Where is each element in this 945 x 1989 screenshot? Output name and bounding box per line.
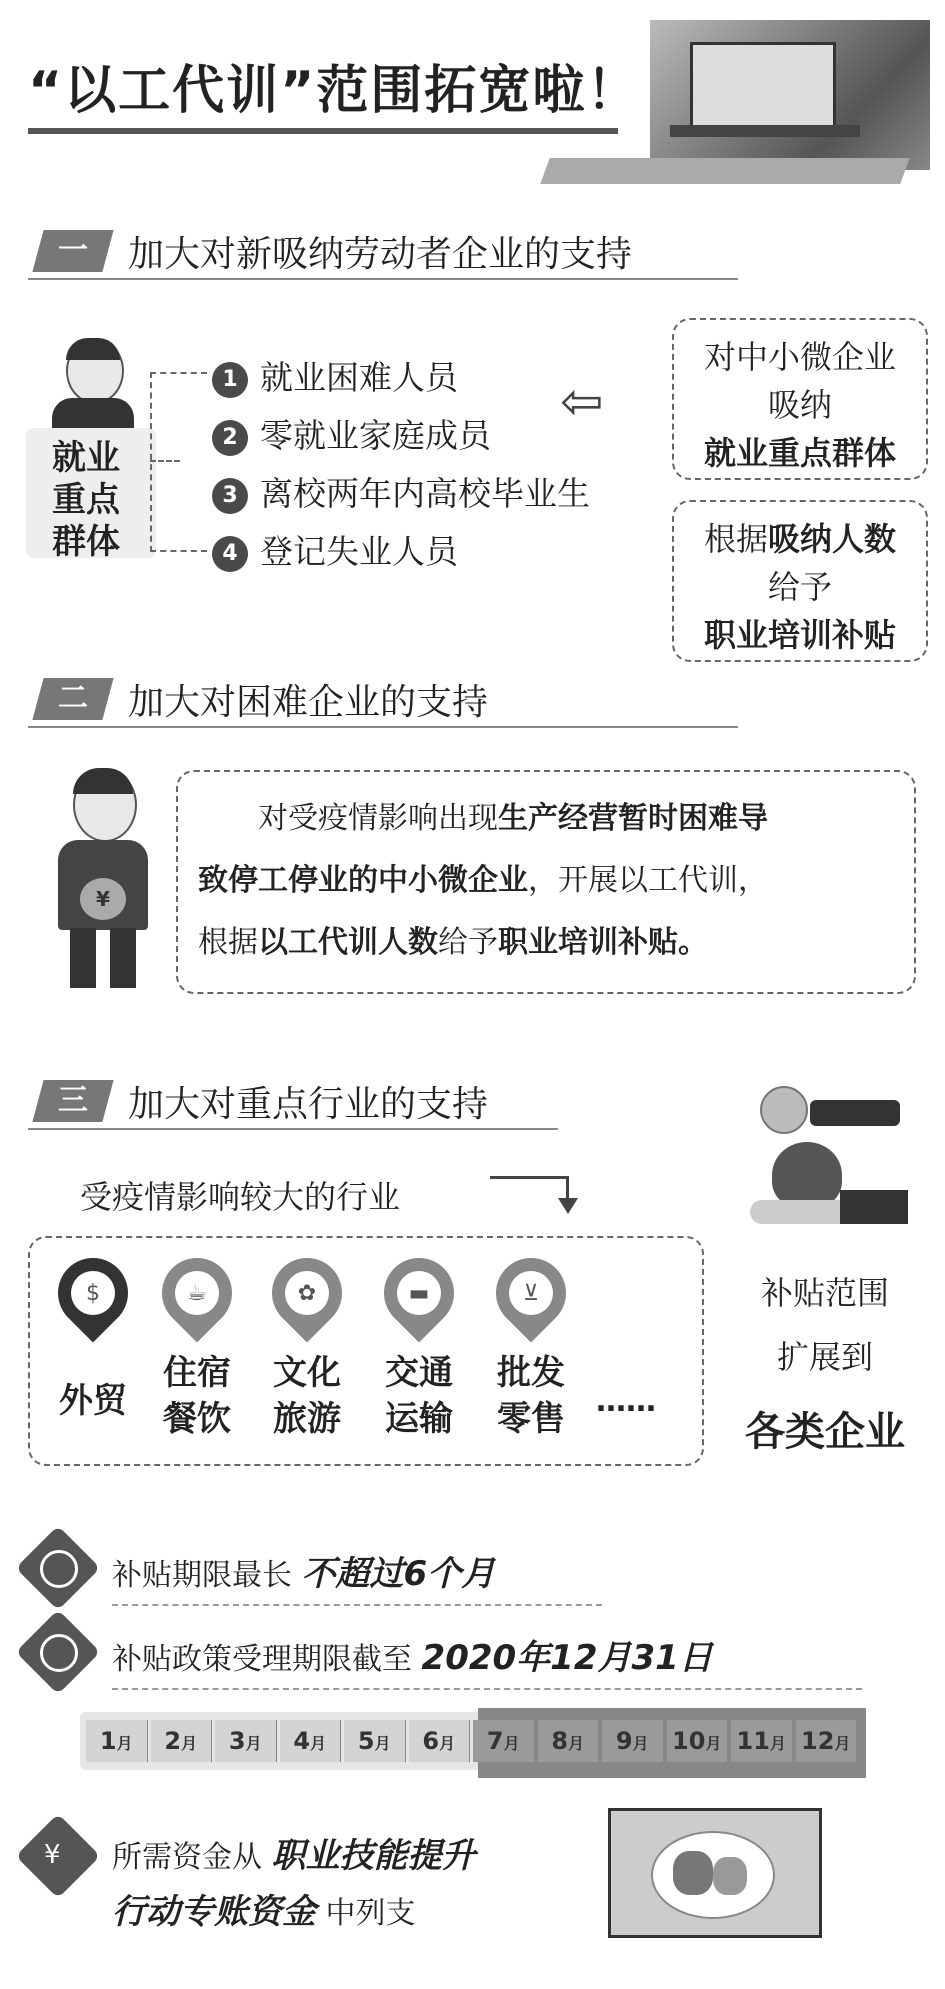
section-3-title: 加大对重点行业的支持 <box>128 1084 489 1125</box>
car-icon: ▬ <box>397 1271 441 1315</box>
scope-line3: 各类企业 <box>745 1409 905 1455</box>
section-2-header <box>28 668 748 728</box>
month-cell: 6月 <box>409 1720 471 1762</box>
month-cell: 11月 <box>731 1720 793 1762</box>
coffee-cup-icon: ☕ <box>175 1271 219 1315</box>
month-cell: 12月 <box>796 1720 858 1762</box>
industry-box <box>28 1236 704 1466</box>
group-item: 3 离校两年内高校毕业生 <box>212 468 590 515</box>
page-title: “以工代训”范围拓宽啦！ <box>28 61 641 121</box>
section-1-underline <box>28 278 738 280</box>
section-2-number: 二 <box>32 678 113 720</box>
section-3-header <box>28 1070 748 1130</box>
support-box-1-line3: 就业重点群体 <box>703 434 896 472</box>
period-divider-1 <box>112 1604 602 1606</box>
title-underline <box>28 128 618 134</box>
section-3-underline <box>28 1128 558 1130</box>
funding-line-2: 行动专账资金 中列支 <box>112 1892 416 1932</box>
group-item: 1 就业困难人员 <box>212 352 458 399</box>
month-cell: 10月 <box>667 1720 729 1762</box>
cart-icon: ⊻ <box>509 1271 553 1315</box>
scope-line1: 补贴范围 <box>760 1274 889 1312</box>
group-label-1: 就业 <box>52 438 120 478</box>
section-1-title: 加大对新吸纳劳动者企业的支持 <box>128 234 633 275</box>
support-box-1-line1: 对中小微企业 <box>703 338 896 376</box>
month-cell: 9月 <box>602 1720 664 1762</box>
money-bag-icon: ¥ <box>80 878 126 920</box>
coin-symbol: ¥ <box>44 1840 61 1870</box>
month-cell: 7月 <box>473 1720 535 1762</box>
section-3-number: 三 <box>32 1080 113 1122</box>
group-item: 4 登记失业人员 <box>212 526 458 573</box>
businessman-icon <box>48 768 158 993</box>
section-2-title: 加大对困难企业的支持 <box>128 682 489 723</box>
group-label-2: 重点 <box>52 480 120 520</box>
industry-label: 外贸 <box>59 1381 127 1421</box>
industry-label: 批发 零售 <box>497 1353 565 1439</box>
month-cell: 8月 <box>538 1720 600 1762</box>
month-cell: 4月 <box>280 1720 342 1762</box>
industry-label: 交通 运输 <box>385 1353 453 1439</box>
money-icon: $ <box>71 1271 115 1315</box>
month-cell: 2月 <box>151 1720 213 1762</box>
support-box-2-line2: 给予 <box>767 568 832 606</box>
period-divider-2 <box>112 1688 862 1690</box>
funding-line-1: 所需资金从 职业技能提升 <box>112 1836 476 1876</box>
flower-icon: ✿ <box>285 1271 329 1315</box>
support-box-2-line1: 根据吸纳人数 <box>703 520 897 558</box>
section-1-number: 一 <box>32 230 113 272</box>
bracket-connector <box>150 372 207 552</box>
worker-avatar-icon <box>38 338 148 438</box>
support-box-1-line2: 吸纳 <box>767 386 832 424</box>
laptop-photo <box>650 20 930 170</box>
left-arrow-icon: ⇦ <box>560 372 604 432</box>
month-cell: 3月 <box>215 1720 277 1762</box>
arrow-head <box>558 1198 578 1214</box>
industry-subtitle: 受疫情影响较大的行业 <box>80 1178 401 1216</box>
support-box-2-line3: 职业培训补贴 <box>703 616 896 654</box>
month-cell: 5月 <box>344 1720 406 1762</box>
difficult-enterprise-text: 对受疫情影响出现生产经营暂时困难导 致停工停业的中小微企业，开展以工代训， 根据以工代训人数给予职业培训补贴。 <box>198 801 768 960</box>
money-bags-image <box>608 1808 822 1938</box>
group-label-3: 群体 <box>52 522 120 562</box>
period-text-2: 补贴政策受理期限截至 2020年12月31日 <box>112 1638 713 1678</box>
section-2-underline <box>28 726 738 728</box>
section-1-header <box>28 220 748 280</box>
bracket-stem <box>150 460 180 462</box>
industry-label: 住宿 餐饮 <box>163 1353 231 1439</box>
industry-label: 文化 旅游 <box>273 1353 341 1439</box>
scope-line2: 扩展到 <box>776 1338 873 1376</box>
month-cell: 1月 <box>86 1720 148 1762</box>
period-text-1: 补贴期限最长 不超过6个月 <box>112 1554 496 1594</box>
clock-face <box>40 1550 78 1588</box>
photo-band <box>540 158 909 184</box>
group-item: 2 零就业家庭成员 <box>212 410 491 457</box>
industry-ellipsis: …… <box>596 1384 656 1419</box>
subsidy-hand-icon <box>740 1080 910 1240</box>
alarm-face <box>40 1634 78 1672</box>
